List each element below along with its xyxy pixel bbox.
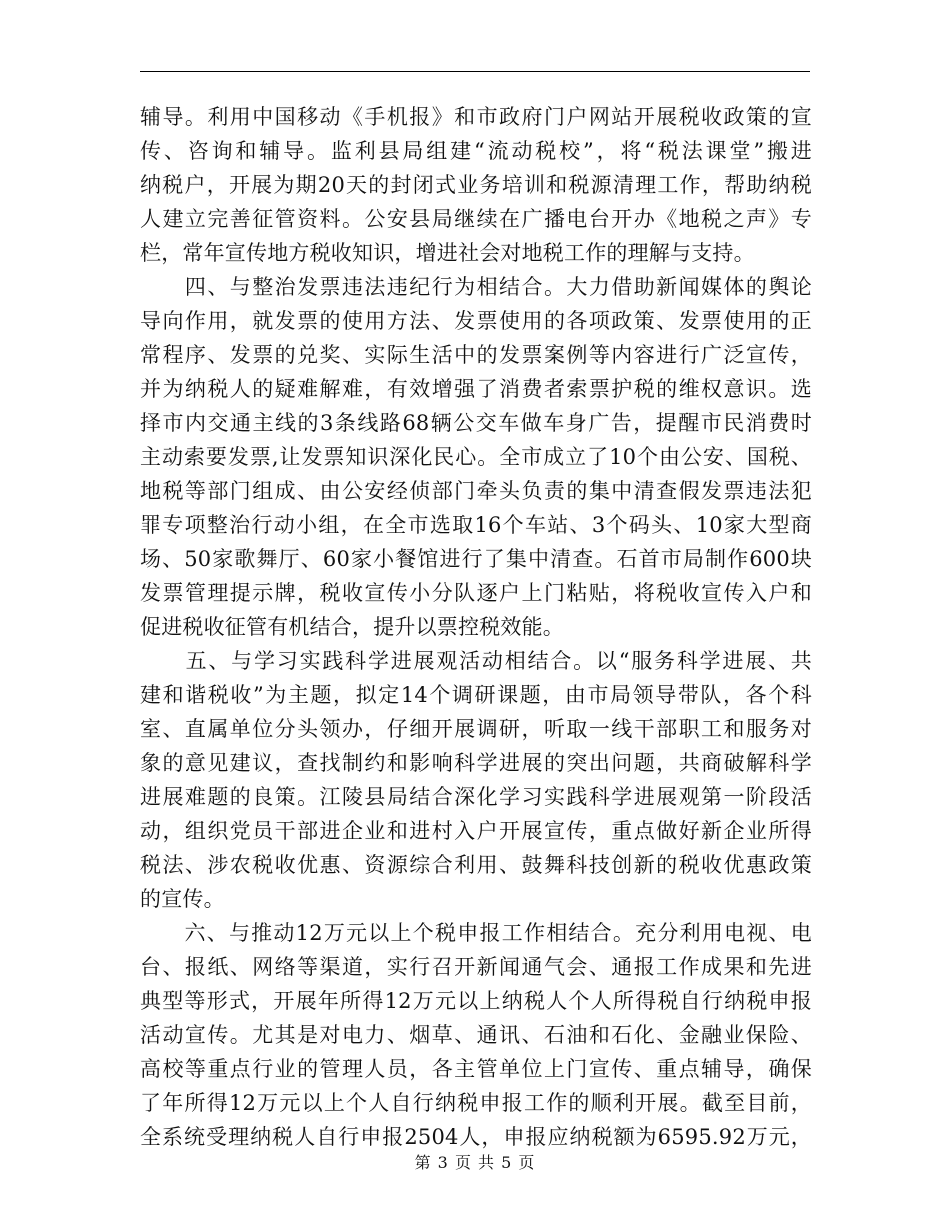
text-line: 进展难题的良策。江陵县局结合深化学习实践科学进展观第一阶段活 [140, 785, 812, 809]
text-line: 促进税收征管有机结合，提升以票控税效能。 [140, 615, 564, 639]
text-line: 人建立完善征管资料。公安县局继续在广播电台开办《地税之声》专 [140, 207, 812, 231]
text-line: 四、与整治发票违法违纪行为相结合。大力借助新闻媒体的舆论 [140, 275, 812, 299]
text-line: 的宣传。 [140, 887, 225, 911]
text-line: 动，组织党员干部进企业和进村入户开展宣传，重点做好新企业所得 [140, 819, 812, 843]
text-line: 五、与学习实践科学进展观活动相结合。以“服务科学进展、共 [140, 649, 812, 673]
text-line: 台、报纸、网络等渠道，实行召开新闻通气会、通报工作成果和先进 [140, 955, 812, 979]
text-line: 主动索要发票,让发票知识深化民心。全市成立了10个由公安、国税、 [140, 445, 812, 469]
text-line: 纳税户，开展为期20天的封闭式业务培训和税源清理工作，帮助纳税 [140, 173, 812, 197]
text-line: 象的意见建议，查找制约和影响科学进展的突出问题，共商破解科学 [140, 751, 812, 775]
text-line: 常程序、发票的兑奖、实际生活中的发票案例等内容进行广泛宣传， [140, 343, 812, 367]
text-line: 辅导。利用中国移动《手机报》和市政府门户网站开展税收政策的宣 [140, 105, 812, 129]
text-line: 地税等部门组成、由公安经侦部门牵头负责的集中清查假发票违法犯 [140, 479, 812, 503]
text-line: 全系统受理纳税人自行申报2504人，申报应纳税额为6595.92万元， [140, 1125, 812, 1149]
text-line: 栏，常年宣传地方税收知识，增进社会对地税工作的理解与支持。 [140, 241, 755, 265]
text-line: 典型等形式，开展年所得12万元以上纳税人个人所得税自行纳税申报 [140, 989, 812, 1013]
text-line: 罪专项整治行动小组，在全市选取16个车站、3个码头、10家大型商 [140, 513, 812, 537]
document-body [140, 100, 812, 1154]
text-line: 传、咨询和辅导。监利县局组建“流动税校”，将“税法课堂”搬进 [140, 139, 812, 163]
text-line: 导向作用，就发票的使用方法、发票使用的各项政策、发票使用的正 [140, 309, 812, 333]
text-line: 室、直属单位分头领办，仔细开展调研，听取一线干部职工和服务对 [140, 717, 812, 741]
text-line: 了年所得12万元以上个人自行纳税申报工作的顺利开展。截至目前， [140, 1091, 812, 1115]
text-line: 择市内交通主线的3条线路68辆公交车做车身广告，提醒市民消费时 [140, 411, 812, 435]
text-line: 发票管理提示牌，税收宣传小分队逐户上门粘贴，将税收宣传入户和 [140, 581, 812, 605]
text-line: 高校等重点行业的管理人员，各主管单位上门宣传、重点辅导，确保 [140, 1057, 812, 1081]
text-line: 六、与推动12万元以上个税申报工作相结合。充分利用电视、电 [140, 921, 812, 945]
text-line: 建和谐税收”为主题，拟定14个调研课题，由市局领导带队，各个科 [140, 683, 812, 707]
header-rule [140, 71, 810, 72]
text-line: 税法、涉农税收优惠、资源综合利用、鼓舞科技创新的税收优惠政策 [140, 853, 812, 877]
text-line: 活动宣传。尤其是对电力、烟草、通讯、石油和石化、金融业保险、 [140, 1023, 812, 1047]
page-footer: 第 3 页 共 5 页 [414, 1153, 536, 1172]
text-line: 场、50家歌舞厅、60家小餐馆进行了集中清查。石首市局制作600块 [140, 547, 812, 571]
text-line: 并为纳税人的疑难解难，有效增强了消费者索票护税的维权意识。选 [140, 377, 812, 401]
